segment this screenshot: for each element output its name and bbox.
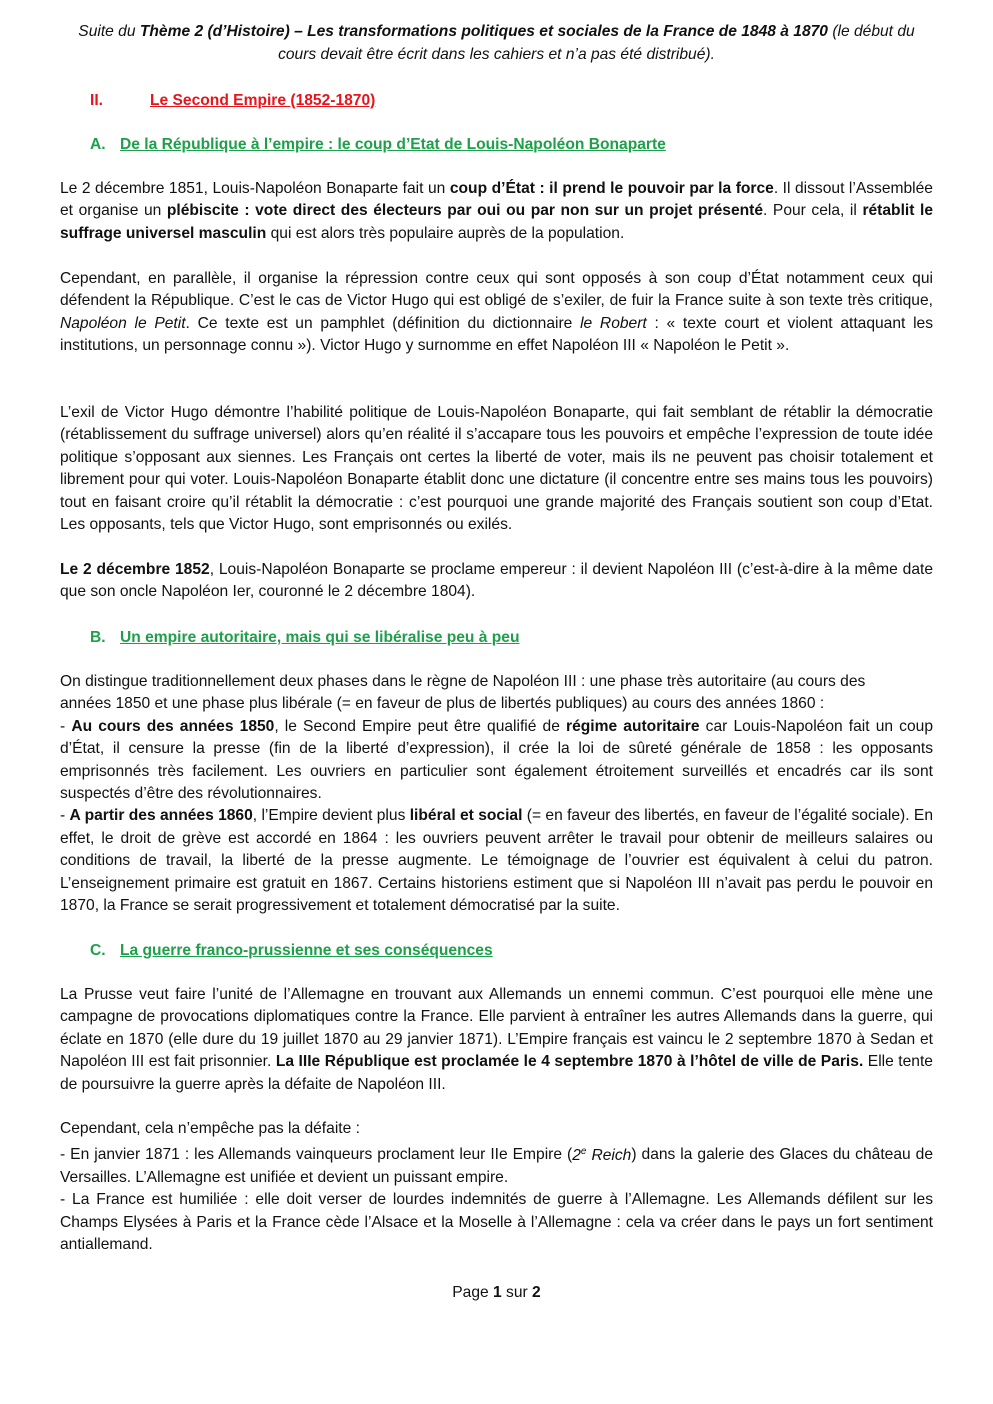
- subsection-c-title: La guerre franco-prussienne et ses conséquences: [120, 942, 493, 959]
- paragraph-repression: Cependant, en parallèle, il organise la répression contre ceux qui sont opposés à son coup d’État notamment ceux qui défendent la République. C’est le cas de Victor Hugo qui est obligé de s’exiler, de fuir la France suite à son texte très critique, Napoléon le Petit. Ce texte est un pamphlet (définition du dictionnaire le Robert : « texte court et violent attaquant les institutions, un personnage connu »). Victor Hugo y surnomme en effet Napoléon III « Napoléon le Petit ».: [60, 270, 934, 355]
- list-item: - A partir des années 1860, l’Empire devient plus libéral et social (= en faveur des libertés, en faveur de l’égalité sociale). En effet, le droit de grève est accordé en 1864 : les ouvriers peuvent arrêter le travail pour obtenir de meilleurs salaires ou conditions de travail, la liberté de la presse augmente. Le témoignage de l’ouvrier est équivalent à celui du patron. L’enseignement primaire est gratuit en 1867. Certains historiens estiment que si Napoléon III n’avait pas perdu le pouvoir en 1870, la France se serait progressivement et totalement démocratisé par la suite.: [60, 807, 933, 915]
- book-title: Napoléon le Petit: [60, 314, 186, 332]
- paragraph-defaite: Cependant, cela n’empêche pas la défaite : - En janvier 1871 : les Allemands vainqueurs proclament leur IIe Empire (2e Reich) dans la galerie des Glaces du château de Versailles. L’Allemagne est unifiée et devient un puissant empire. - La France est humiliée : elle doit verser de lourdes indemnités de guerre à l’Allemagne. Les Allemands défilent sur les Champs Elysées à Paris et la France cède l’Alsace et la Moselle à l’Allemagne : cela va créer dans le pays un fort sentiment antiallemand.: [60, 1118, 933, 1257]
- section-number: II.: [90, 92, 103, 109]
- section-title: Le Second Empire (1852-1870): [150, 92, 376, 109]
- page-number: Page 1 sur 2: [452, 1284, 541, 1301]
- list-item: - En janvier 1871 : les Allemands vainqueurs proclament leur IIe Empire (2e Reich) dans la galerie des Glaces du château de Versailles. L’Allemagne est unifiée et devient un puissant empire.: [60, 1145, 933, 1186]
- list-item: - La France est humiliée : elle doit verser de lourdes indemnités de guerre à l’Allemagne. Les Allemands défilent sur les Champs Elysées à Paris et la France cède l’Alsace et la Moselle à l’Allemagne : cela va créer dans le pays un fort sentiment antiallemand.: [60, 1191, 933, 1254]
- subsection-a-heading: [90, 133, 666, 156]
- subsection-c-heading: [90, 939, 493, 962]
- list-item: - Au cours des années 1850, le Second Empire peut être qualifié de régime autoritaire car Louis-Napoléon fait un coup d’État, il censure la presse (fin de la liberté d’expression), il crée la loi de sûreté générale de 1858 : les opposants emprisonnés très facilement. Les ouvriers en particulier sont également étroitement surveillés et encadrés car ils sont suspectés d’être des révolutionnaires.: [60, 717, 933, 803]
- section-heading: [90, 89, 375, 112]
- paragraph-empereur: Le 2 décembre 1852, Louis-Napoléon Bonaparte se proclame empereur : il devient Napoléon III (c’est-à-dire à la même date que son oncle Napoléon Ier, couronné le 2 décembre 1804).: [60, 561, 933, 601]
- subsection-a-number: A.: [90, 136, 106, 153]
- subsection-b-title: Un empire autoritaire, mais qui se libéralise peu à peu: [120, 629, 520, 646]
- subsection-b-number: B.: [90, 629, 106, 646]
- subsection-c-number: C.: [90, 942, 106, 959]
- subsection-b-heading: [90, 626, 520, 649]
- theme-title: Thème 2 (d’Histoire) – Les transformations politiques et sociales de la France de 1848 à 1870: [139, 23, 828, 40]
- paragraph-guerre: La Prusse veut faire l’unité de l’Allemagne en trouvant aux Allemands un ennemi commun. C’est pourquoi elle mène une campagne de provocations diplomatiques contre la France. Elle parvient à entraîner les autres Allemands dans la guerre, qui éclate en 1870 (elle dure du 19 juillet 1870 au 29 janvier 1871). L’Empire français est vaincu le 2 septembre 1870 à Sedan et Napoléon III est fait prisonnier. La IIIe République est proclamée le 4 septembre 1870 à l’hôtel de ville de Paris. Elle tente de poursuivre la guerre après la défaite de Napoléon III.: [60, 986, 933, 1093]
- intro-note: Suite du Thème 2 (d’Histoire) – Les transformations politiques et sociales de la France de 1848 à 1870 (le début du cours devait être écrit dans les cahiers et n’a pas été distribué).: [78, 23, 915, 63]
- paragraph-coup-detat: Le 2 décembre 1851, Louis-Napoléon Bonaparte fait un coup d’État : il prend le pouvoir par la force. Il dissout l’Assemblée et organise un plébiscite : vote direct des électeurs par oui ou par non sur un projet présenté. Pour cela, il rétablit le suffrage universel masculin qui est alors très populaire auprès de la population.: [60, 180, 934, 242]
- subsection-a-title: De la République à l’empire : le coup d’Etat de Louis-Napoléon Bonaparte: [120, 136, 666, 153]
- paragraph-deux-phases: On distingue traditionnellement deux phases dans le règne de Napoléon III : une phase très autoritaire (au cours des années 1850 et une phase plus libérale (= en faveur de plus de libertés publiques) au cours des années 1860 : - Au cours des années 1850, le Second Empire peut être qualifié de régime autoritaire car Louis-Napoléon fait un coup d’État, il censure la presse (fin de la liberté d’expression), il crée la loi de sûreté générale de 1858 : les opposants emprisonnés très facilement. Les ouvriers en particulier sont également étroitement surveillés et encadrés car ils sont suspectés d’être des révolutionnaires. - A partir des années 1860, l’Empire devient plus libéral et social (= en faveur des libertés, en faveur de l’égalité sociale). En effet, le droit de grève est accordé en 1864 : les ouvriers peuvent arrêter le travail pour obtenir de meilleurs salaires ou conditions de travail, la liberté de la presse augmente. Le témoignage de l’ouvrier est équivalent à celui du patron. L’enseignement primaire est gratuit en 1867. Certains historiens estiment que si Napoléon III n’avait pas perdu le pouvoir en 1870, la France se serait progressivement et totalement démocratisé par la suite.: [60, 671, 933, 917]
- paragraph-exil-hugo: L’exil de Victor Hugo démontre l’habilité politique de Louis-Napoléon Bonaparte, qui fait semblant de rétablir la démocratie (rétablissement du suffrage universel) alors qu’en réalité il s’accapare tous les pouvoirs et empêche l’expression de toute idée politique s’opposant aux siennes. Les Français ont certes la liberté de voter, mais ils ne peuvent pas choisir totalement et librement pour qui voter. Louis-Napoléon Bonaparte établit donc une dictature (il concentre entre ses mains tous les pouvoirs) tout en faisant croire qu’il rétablit la démocratie : c’est pourquoi une grande majorité des Français soutient son coup d’Etat. Les opposants, tels que Victor Hugo, sont emprisonnés ou exilés.: [60, 404, 933, 534]
